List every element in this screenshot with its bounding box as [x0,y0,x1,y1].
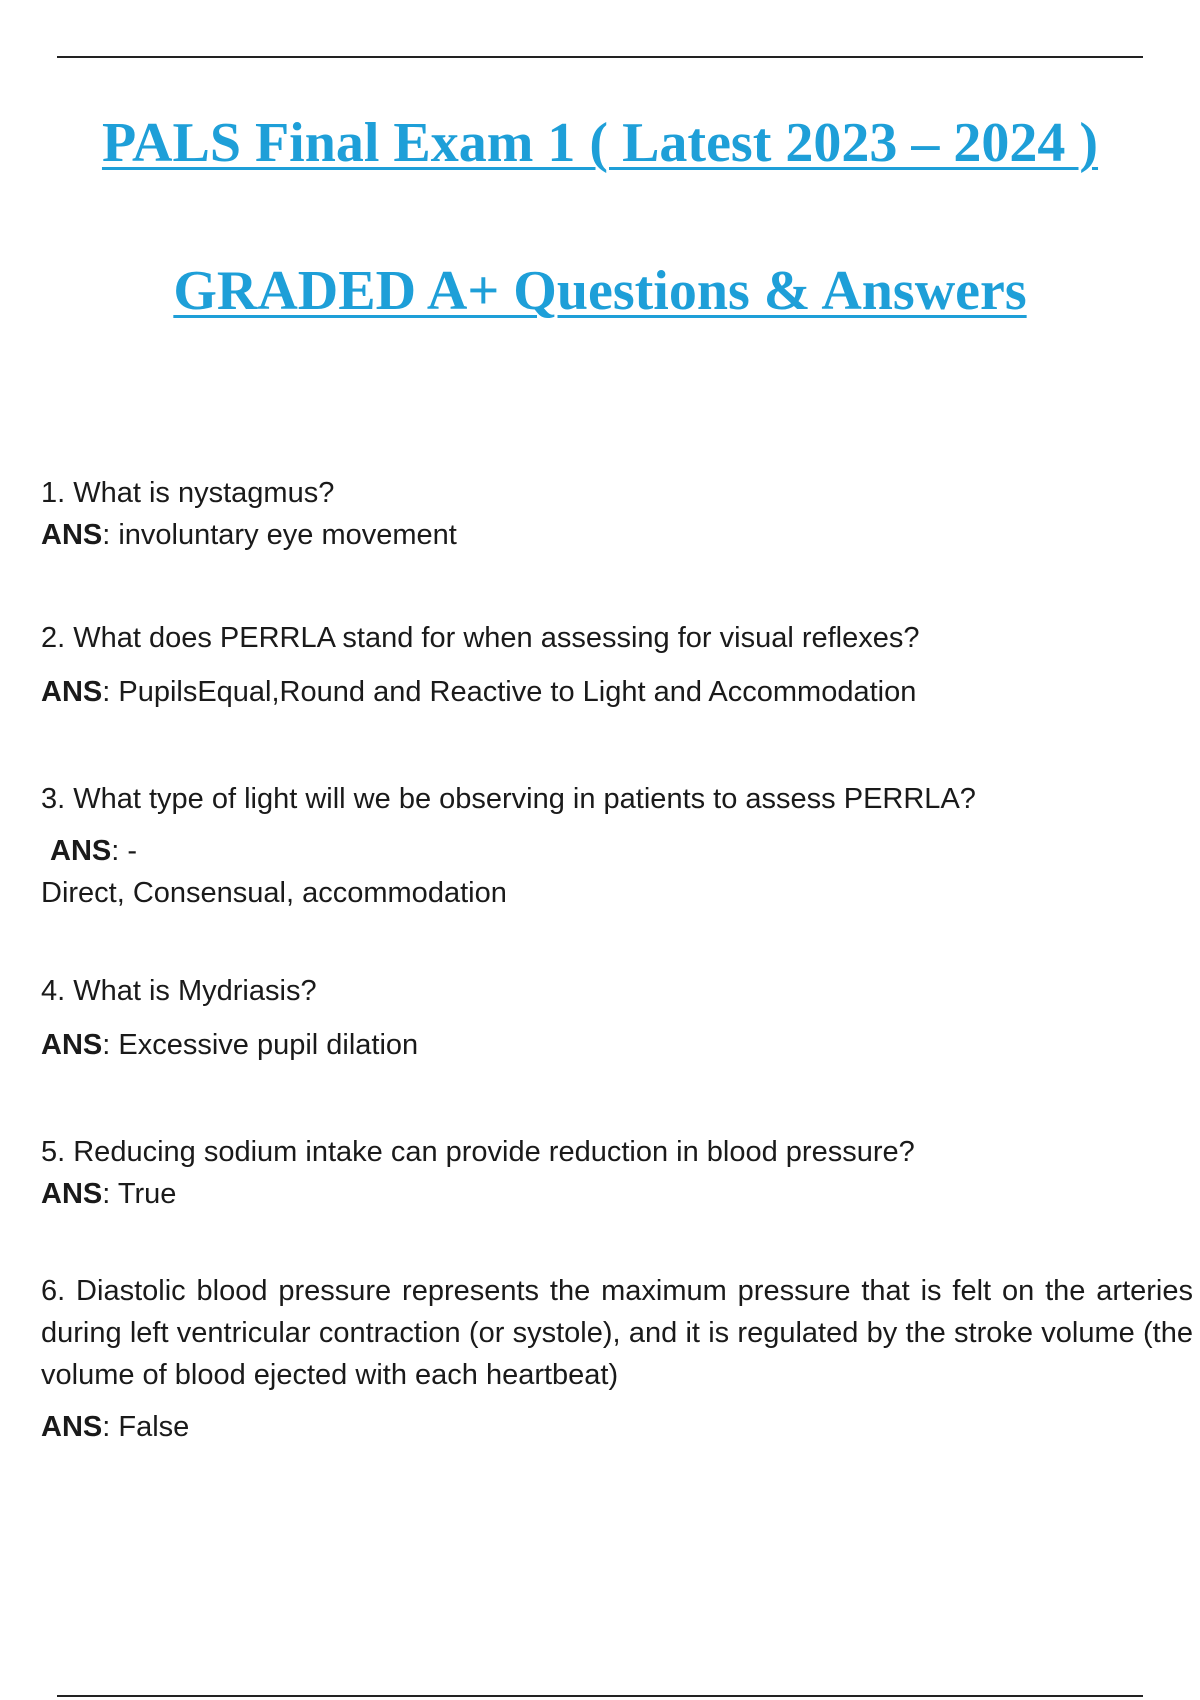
answer-text: : True [102,1178,177,1210]
question-text: 6. Diastolic blood pressure represents the maximum pressure that is felt on the arteries during left ventricular contraction (or systole), and it is regulated by the stroke volume (the volume of blood ejected with each heartbeat) [41,1275,1193,1391]
question-item-5 [41,1131,1191,1215]
bottom-divider [57,1695,1143,1697]
answer-text: : PupilsEqual,Round and Reactive to Light and Accommodation [102,676,917,708]
document-subtitle: GRADED A+ Questions & Answers [173,260,1027,322]
answer-label: ANS [50,835,112,867]
answer-line [41,830,1191,872]
answer-label: ANS [41,1411,103,1443]
answer-line [41,1173,1191,1215]
question-text: 5. Reducing sodium intake can provide reduction in blood pressure? [41,1136,915,1168]
answer-line [41,514,1191,556]
answer-text: : False [102,1411,190,1443]
answer-line [41,1024,1191,1066]
answer-label: ANS [41,676,103,708]
question-item-6 [41,1270,1191,1448]
top-divider [57,56,1143,58]
question-text: 4. What is Mydriasis? [41,975,317,1007]
answer-text: : Excessive pupil dilation [102,1029,419,1061]
answer-label: ANS [41,519,103,551]
answer-text: : involuntary eye movement [102,519,457,551]
answer-label: ANS [41,1029,103,1061]
answer-label: ANS [41,1178,103,1210]
question-item-4 [41,970,1191,1066]
answer-line [41,1406,1191,1448]
question-item-2 [41,617,1191,713]
answer-prefix: : - [111,835,138,867]
answer-text: Direct, Consensual, accommodation [41,877,507,909]
answer-line [41,671,1191,713]
document-title: PALS Final Exam 1 ( Latest 2023 – 2024 ) [101,112,1099,174]
question-item-3 [41,778,1191,914]
question-text: 2. What does PERRLA stand for when assessing for visual reflexes? [41,622,920,654]
question-text: 3. What type of light will we be observing in patients to assess PERRLA? [41,783,976,815]
question-item-1 [41,472,1191,556]
question-text: 1. What is nystagmus? [41,477,335,509]
